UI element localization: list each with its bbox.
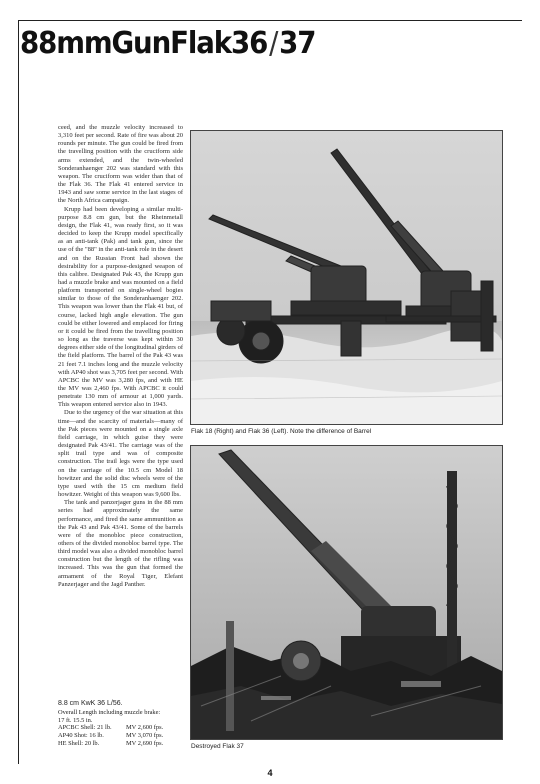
- spec-overall-length-value: 17 ft. 15.5 in.: [58, 716, 93, 724]
- spec-row: [58, 740, 186, 748]
- photo-flak-18-and-36: [190, 130, 503, 425]
- caption-bottom-photo: Destroyed Flak 37: [191, 743, 244, 750]
- title-suffix: 37: [279, 26, 316, 61]
- top-rule: [18, 20, 522, 21]
- body-paragraph-1: ceed, and the muzzle velocity increased to 3,310 feet per second. Rate of fire was about 20 rounds per minute. The gun could be fired from the travelling position with the cruciform side arms extended, and the twin-wheeled Sonderanhaenger 202 was standard with this weapon. The cruciform was wider than that of the Flak 36. The Flak 41 entered service in 1943 and saw some service in the last stages of the North Africa campaign.: [58, 124, 183, 205]
- page-title: [20, 26, 315, 61]
- left-rule: [18, 20, 19, 764]
- spec-value: MV 2,600 fps.: [126, 724, 164, 732]
- gun-specifications: [58, 700, 186, 748]
- spec-label: HE Shell: 20 lb.: [58, 739, 100, 747]
- spec-overall-length-label: Overall Length including muzzle brake:: [58, 708, 161, 716]
- spec-label: AP40 Shot: 16 lb.: [58, 732, 104, 740]
- article-body: [58, 124, 183, 589]
- body-paragraph-3: Due to the urgency of the war situation at this time—and the scarcity of materials—many of the Pak pieces were mounted on a single axle field carriage, in which guise they were designated Pak 43/41. The carriage was of the split trail type and was of composite construction. The trail legs were the type used on the carriage of the 10.5 cm Model 18 howitzer and the solid disc wheels were of the type used with the 15 cm medium field howitzer. Weight of this weapon was 9,600 lbs.: [58, 409, 183, 499]
- page-number: 4: [267, 768, 273, 778]
- spec-label: APCBC Shell: 21 lb.: [58, 724, 112, 732]
- body-paragraph-2: Krupp had been developing a similar multi-purpose 8.8 cm gun, but the Rheinmetall design, the Flak 41, was ready first, so it was decided to keep the Krupp model specifically as an anti-tank (Pak) and tank gun, since the use of the "88" in the anti-tank role in the desert and on the Russian Front had shown the desirability for a purpose-designed weapon of this calibre. Designated Pak 43, the Krupp gun had a muzzle brake and was mounted on a field platform transported on single-wheel bogies similar to those of the Sonderanhaenger 202. This weapon was lower than the Flak 41 but, of course, lacked high angle elevation. The gun could be either lowered and emplaced for firing or it could be fired from the travelling position so long as the traverse was kept within 30 degrees either side of the longitudinal girders of the field platform. The barrel of the Pak 43 was 21 feet 7.1 inches long and the muzzle velocity with AP40 shot was 3,705 feet per second. With APCBC the MV was 3,280 fps, and with HE the MV was 2,460 fps. With APCBC it could penetrate 130 mm of armour at 1,000 yards. This weapon entered service also in 1943.: [58, 205, 183, 409]
- caption-top-photo: Flak 18 (Right) and Flak 36 (Left). Note the difference of Barrel: [191, 428, 372, 435]
- title-separator: /: [269, 26, 278, 61]
- photo-destroyed-flak-37-image: [191, 446, 502, 739]
- title-main: 88mmGunFlak36: [20, 26, 268, 61]
- photo-destroyed-flak-37: [190, 445, 503, 740]
- spec-row: [58, 724, 186, 732]
- spec-title: 8.8 cm KwK 36 L/56.: [58, 700, 123, 707]
- photo-flak-18-and-36-image: [191, 131, 502, 424]
- body-paragraph-4: The tank and panzerjager guns in the 88 mm series had approximately the same performance, and fired the same ammunition as the Pak 43 and Pak 43/41. Some of the barrels were of the monobloc piece construction, others of the divided monobloc barrel type. The third model was also a divided monobloc barrel construction but the length of the rifling was increased. This was the gun that formed the armament of the Royal Tiger, Elefant Panzerjager and the Jagd Panther.: [58, 499, 183, 588]
- spec-value: MV 2,690 fps.: [126, 739, 164, 747]
- spec-row: [58, 732, 186, 740]
- spec-value: MV 3,070 fps.: [126, 732, 164, 740]
